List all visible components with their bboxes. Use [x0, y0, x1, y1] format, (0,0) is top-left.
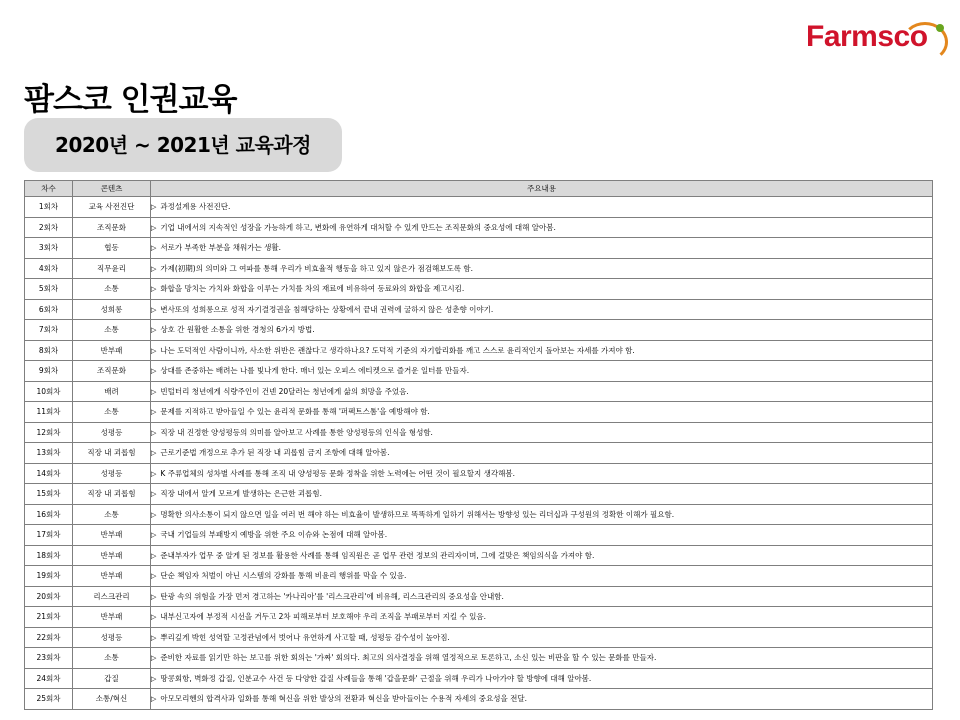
row-number: 20회차 [25, 586, 73, 607]
bullet-triangle-icon: ▷ [151, 428, 157, 437]
farmsco-logo [806, 16, 946, 64]
row-number: 25회차 [25, 689, 73, 710]
row-description: 뿌리깊게 박힌 성역할 고정관념에서 벗어나 유연하게 사고할 때, 성평등 감수성이 높아짐. [160, 632, 450, 642]
bullet-triangle-icon: ▷ [151, 367, 157, 376]
row-number: 4회차 [25, 258, 73, 279]
bullet-triangle-icon: ▷ [151, 510, 157, 519]
row-description: 명확한 의사소통이 되지 않으면 일을 여러 번 해야 하는 비효율이 발생하므로 똑똑하게 일하기 위해서는 방향성 있는 리더십과 구성원의 정확한 이해가 필요함. [160, 509, 675, 519]
row-description: 준비한 자료를 읽기만 하는 보고를 위한 회의는 '가짜' 회의다. 최고의 의사결정을 위해 열정적으로 토론하고, 소신 있는 비판을 할 수 있는 문화를 만들자. [160, 653, 657, 663]
row-description-cell [151, 320, 933, 341]
row-content: 소통 [73, 402, 151, 423]
row-description-cell [151, 627, 933, 648]
row-description-cell [151, 668, 933, 689]
header-content: 콘텐츠 [73, 181, 151, 197]
row-description: 탄광 속의 위험을 가장 먼저 경고하는 '카나리아'를 '리스크관리'에 비유해, 리스크관리의 중요성을 안내함. [160, 591, 504, 601]
row-content: 배려 [73, 381, 151, 402]
row-content: 반부패 [73, 525, 151, 546]
row-description: 화합을 망치는 가치와 화합을 이루는 가치를 차의 재료에 비유하여 동료와의 화합을 제고시킴. [160, 284, 465, 294]
row-description-cell [151, 238, 933, 259]
row-content: 직장 내 괴롭힘 [73, 484, 151, 505]
table-row [25, 402, 933, 423]
bullet-triangle-icon: ▷ [151, 572, 157, 581]
row-number: 12회차 [25, 422, 73, 443]
row-description-cell [151, 258, 933, 279]
row-description-cell [151, 504, 933, 525]
bullet-triangle-icon: ▷ [151, 326, 157, 335]
row-description: 과정설계용 사전진단. [160, 202, 231, 212]
row-content: 반부패 [73, 545, 151, 566]
bullet-triangle-icon: ▷ [151, 531, 157, 540]
table-row [25, 279, 933, 300]
row-content: 소통 [73, 504, 151, 525]
row-description: 변사또의 성희롱으로 성적 자기결정권을 침해당하는 상황에서 끝내 권력에 굴하지 않은 성춘향 이야기. [160, 304, 494, 314]
row-description-cell [151, 361, 933, 382]
table-row [25, 545, 933, 566]
row-content: 교육 사전진단 [73, 197, 151, 218]
row-number: 8회차 [25, 340, 73, 361]
row-description: 상호 간 원활한 소통을 위한 경청의 6가지 방법. [160, 325, 315, 335]
table-row [25, 627, 933, 648]
bullet-triangle-icon: ▷ [151, 695, 157, 704]
row-content: 리스크관리 [73, 586, 151, 607]
row-content: 소통 [73, 320, 151, 341]
row-description: 땅콩회항, 벽화정 갑질, 인분교수 사건 등 다양한 갑질 사례들을 통해 '갑을문화' 근절을 위해 우리가 나아가야 할 방향에 대해 알아봄. [160, 673, 592, 683]
bullet-triangle-icon: ▷ [151, 244, 157, 253]
row-content: 소통/혁신 [73, 689, 151, 710]
row-content: 소통 [73, 279, 151, 300]
table-row [25, 299, 933, 320]
row-description: K 주류업체의 성차별 사례를 통해 조직 내 양성평등 문화 정착을 위한 노력에는 어떤 것이 필요할지 생각해봄. [160, 468, 515, 478]
row-number: 7회차 [25, 320, 73, 341]
row-description-cell [151, 463, 933, 484]
row-number: 14회차 [25, 463, 73, 484]
bullet-triangle-icon: ▷ [151, 285, 157, 294]
row-number: 24회차 [25, 668, 73, 689]
bullet-triangle-icon: ▷ [151, 449, 157, 458]
row-description-cell [151, 607, 933, 628]
row-description: 직장 내에서 알게 모르게 발생하는 은근한 괴롭힘. [160, 489, 322, 499]
table-row [25, 525, 933, 546]
row-number: 3회차 [25, 238, 73, 259]
table-row [25, 217, 933, 238]
bullet-triangle-icon: ▷ [151, 551, 157, 560]
row-content: 협동 [73, 238, 151, 259]
row-number: 1회차 [25, 197, 73, 218]
row-content: 반부패 [73, 340, 151, 361]
row-description-cell [151, 217, 933, 238]
bullet-triangle-icon: ▷ [151, 654, 157, 663]
row-description-cell [151, 566, 933, 587]
table-row [25, 484, 933, 505]
table-row [25, 422, 933, 443]
table-row [25, 504, 933, 525]
bullet-triangle-icon: ▷ [151, 408, 157, 417]
row-number: 13회차 [25, 443, 73, 464]
table-row [25, 238, 933, 259]
row-content: 조직문화 [73, 361, 151, 382]
row-description: 단순 책임자 처벌이 아닌 시스템의 강화를 통해 비윤리 행위를 막을 수 있음. [160, 571, 407, 581]
table-row [25, 607, 933, 628]
row-description-cell [151, 586, 933, 607]
row-description: 나는 도덕적인 사람이니까, 사소한 위반은 괜찮다고 생각하나요? 도덕적 기준의 자기합리화를 깨고 스스로 윤리적인지 돌아보는 자세를 가져야 함. [160, 345, 635, 355]
row-description-cell [151, 422, 933, 443]
table-row [25, 320, 933, 341]
table-header-row [25, 181, 933, 197]
row-content: 직장 내 괴롭힘 [73, 443, 151, 464]
row-description-cell [151, 402, 933, 423]
subtitle: 2020년 ~ 2021년 교육과정 [55, 133, 311, 157]
bullet-triangle-icon: ▷ [151, 490, 157, 499]
bullet-triangle-icon: ▷ [151, 613, 157, 622]
row-description-cell [151, 299, 933, 320]
table-row [25, 586, 933, 607]
row-content: 갑질 [73, 668, 151, 689]
table-row [25, 258, 933, 279]
row-content: 직무윤리 [73, 258, 151, 279]
row-description: 근로기준법 개정으로 추가 된 직장 내 괴롭힘 금지 조항에 대해 알아봄. [160, 448, 390, 458]
row-number: 5회차 [25, 279, 73, 300]
row-number: 23회차 [25, 648, 73, 669]
row-number: 6회차 [25, 299, 73, 320]
table-row [25, 361, 933, 382]
header-no: 차수 [25, 181, 73, 197]
row-description-cell [151, 443, 933, 464]
table-row [25, 443, 933, 464]
row-content: 조직문화 [73, 217, 151, 238]
row-number: 19회차 [25, 566, 73, 587]
table-row [25, 648, 933, 669]
row-description: 준내부자가 업무 중 알게 된 정보를 활용한 사례를 통해 임직원은 곧 업무 관련 정보의 관리자이며, 그에 걸맞은 책임의식을 가져야 함. [160, 550, 595, 560]
bullet-triangle-icon: ▷ [151, 387, 157, 396]
row-description-cell [151, 689, 933, 710]
row-description-cell [151, 381, 933, 402]
row-description-cell [151, 279, 933, 300]
header-desc: 주요내용 [151, 181, 933, 197]
row-number: 21회차 [25, 607, 73, 628]
table-row [25, 689, 933, 710]
table-row [25, 463, 933, 484]
subtitle-box [24, 118, 342, 172]
row-description-cell [151, 525, 933, 546]
row-description: 서로가 부족한 부분을 채워가는 생활. [160, 243, 281, 253]
row-content: 성희롱 [73, 299, 151, 320]
row-content: 성평등 [73, 627, 151, 648]
row-number: 18회차 [25, 545, 73, 566]
row-number: 10회차 [25, 381, 73, 402]
row-content: 성평등 [73, 422, 151, 443]
row-description-cell [151, 197, 933, 218]
row-number: 15회차 [25, 484, 73, 505]
row-description: 아모모리헨의 합격사과 일화를 통해 혁신을 위한 발상의 전환과 혁신을 받아들이는 수용적 자세의 중요성을 전달. [160, 694, 528, 704]
row-description: 기업 내에서의 지속적인 성장을 가능하게 하고, 변화에 유연하게 대처할 수 있게 만드는 조직문화의 중요성에 대해 알아봄. [160, 222, 556, 232]
table-row [25, 197, 933, 218]
row-description: 빈털터리 청년에게 식량주인이 건넨 20달러는 청년에게 삶의 희망을 주었음. [160, 386, 409, 396]
row-description: 직장 내 진정한 양성평등의 의미를 알아보고 사례를 통한 양성평등의 인식을 형성함. [160, 427, 433, 437]
table-row [25, 381, 933, 402]
bullet-triangle-icon: ▷ [151, 203, 157, 212]
table-row [25, 340, 933, 361]
row-description: 문제를 지적하고 받아들일 수 있는 윤리적 문화를 통해 '퍼펙트스톰'을 예방해야 함. [160, 407, 430, 417]
bullet-triangle-icon: ▷ [151, 469, 157, 478]
row-description-cell [151, 545, 933, 566]
row-content: 성평등 [73, 463, 151, 484]
row-content: 반부패 [73, 607, 151, 628]
bullet-triangle-icon: ▷ [151, 305, 157, 314]
bullet-triangle-icon: ▷ [151, 346, 157, 355]
bullet-triangle-icon: ▷ [151, 264, 157, 273]
row-description: 가제(初期)의 의미와 그 여파를 통해 우리가 비효율적 행동을 하고 있지 않은가 점검해보도록 함. [160, 263, 474, 273]
bullet-triangle-icon: ▷ [151, 633, 157, 642]
bullet-triangle-icon: ▷ [151, 223, 157, 232]
row-number: 2회차 [25, 217, 73, 238]
row-content: 반부패 [73, 566, 151, 587]
page-title: 팜스코 인권교육 [24, 82, 237, 118]
row-description: 내부신고자에 부정적 시선을 거두고 2차 피해로부터 보호해야 우리 조직을 부패로부터 지킬 수 있음. [160, 612, 486, 622]
row-number: 17회차 [25, 525, 73, 546]
row-description: 국내 기업들의 부패방지 예방을 위한 주요 이슈와 논점에 대해 알아봄. [160, 530, 388, 540]
table-row [25, 566, 933, 587]
curriculum-table [24, 180, 933, 710]
logo-dot-icon [936, 24, 944, 32]
row-number: 22회차 [25, 627, 73, 648]
row-description: 상대를 존중하는 배려는 나를 빛나게 한다. 매너 있는 오피스 에티켓으로 즐거운 일터를 만들자. [160, 366, 470, 376]
logo-text: Farmsco [806, 20, 928, 53]
table-row [25, 668, 933, 689]
row-content: 소통 [73, 648, 151, 669]
row-description-cell [151, 484, 933, 505]
row-number: 9회차 [25, 361, 73, 382]
row-number: 11회차 [25, 402, 73, 423]
row-description-cell [151, 648, 933, 669]
row-number: 16회차 [25, 504, 73, 525]
bullet-triangle-icon: ▷ [151, 592, 157, 601]
row-description-cell [151, 340, 933, 361]
bullet-triangle-icon: ▷ [151, 674, 157, 683]
